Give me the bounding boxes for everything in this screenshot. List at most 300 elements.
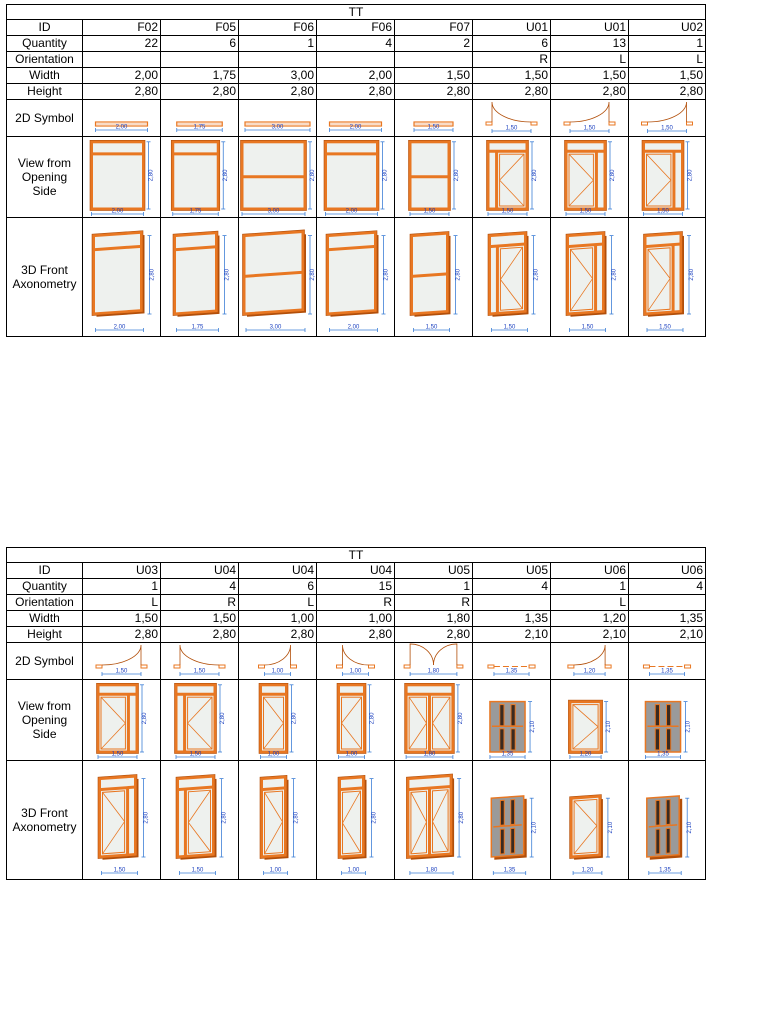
- dimension-label: 2,00: [115, 124, 128, 131]
- elevation-u03: [83, 680, 160, 760]
- dimension-label: 2,10: [607, 821, 614, 834]
- dimension-label: 1,50: [503, 324, 516, 331]
- dimension-label: 1,50: [189, 751, 202, 758]
- dimension-label: 2,80: [293, 811, 300, 824]
- grille-slot: [656, 800, 660, 825]
- dimension-label: 1,00: [347, 867, 360, 874]
- row-label-width: Width: [7, 611, 83, 627]
- dimension-label: 1,80: [427, 668, 440, 675]
- plan-symbol-u06: [551, 643, 628, 679]
- row-label-symbol: 2D Symbol: [7, 643, 83, 680]
- dimension-label: 1,35: [501, 751, 514, 758]
- window-frame: [326, 142, 378, 209]
- transom-bar: [262, 788, 286, 790]
- swing-arc: [434, 644, 457, 665]
- dimension-label: 2,80: [455, 268, 462, 281]
- cell-axo: [629, 761, 706, 880]
- axonometry-u05: [395, 761, 472, 879]
- dimension-label: 1,00: [345, 751, 358, 758]
- dimension-label: 2,80: [687, 169, 694, 182]
- dimension-label: 2,80: [459, 811, 466, 824]
- wall-stub: [486, 122, 492, 125]
- elevation-u02: [629, 137, 705, 217]
- cell-symbol: [551, 643, 629, 680]
- plan-symbol-u04: [239, 643, 316, 679]
- dimension-label: 2,80: [610, 169, 616, 182]
- skewed-unit: [176, 774, 217, 860]
- row-axo: [7, 218, 706, 337]
- wall-stub: [685, 665, 691, 668]
- dimension-label: 1,50: [579, 208, 592, 215]
- wall-stub: [642, 122, 648, 125]
- cell-axo: [83, 218, 161, 337]
- cell-axo: [551, 761, 629, 880]
- dimension-label: 2,80: [369, 712, 376, 725]
- cell-width: 1,00: [239, 611, 317, 627]
- cell-symbol: [83, 643, 161, 680]
- axonometry-f07: [395, 218, 472, 336]
- axonometry-u04: [161, 761, 238, 879]
- dimension-label: 1,20: [581, 867, 594, 874]
- cell-axo: [629, 218, 706, 337]
- window-frame: [92, 142, 144, 209]
- dimension-label: 2,80: [310, 268, 316, 281]
- wall-stub: [564, 122, 570, 125]
- cell-width: 1,50: [551, 68, 629, 84]
- row-label-quantity: Quantity: [7, 579, 83, 595]
- axonometry-f06: [317, 218, 394, 336]
- row-symbol: [7, 643, 706, 680]
- cell-id: F02: [83, 20, 161, 36]
- cell-id: U01: [473, 20, 551, 36]
- cell-id: U06: [629, 563, 706, 579]
- cell-height: 2,80: [239, 627, 317, 643]
- cell-quantity: 4: [629, 579, 706, 595]
- dimension-label: 1,00: [269, 867, 282, 874]
- row-label-orientation: Orientation: [7, 595, 83, 611]
- wall-stub: [457, 665, 463, 668]
- skewed-unit: [406, 774, 454, 860]
- cell-height: 2,10: [473, 627, 551, 643]
- dimension-label: 2,80: [149, 268, 156, 281]
- plan-symbol-f06: [317, 100, 394, 136]
- cell-symbol: [239, 643, 317, 680]
- cell-view: [473, 680, 551, 761]
- cell-width: 1,35: [473, 611, 551, 627]
- dimension-label: 2,80: [533, 268, 540, 281]
- dimension-label: 1,20: [583, 668, 596, 675]
- skewed-unit: [647, 796, 682, 860]
- dimension-label: 1,50: [581, 324, 594, 331]
- plan-symbol-u01: [473, 100, 550, 136]
- cell-axo: [161, 761, 239, 880]
- cell-id: U04: [161, 563, 239, 579]
- skewed-unit: [260, 775, 289, 860]
- transom-bar: [340, 788, 364, 790]
- dimension-label: 1,50: [423, 208, 436, 215]
- dimension-label: 1,35: [503, 867, 516, 874]
- grille-slot: [656, 829, 660, 854]
- row-axo: [7, 761, 706, 880]
- grille-slot: [667, 729, 671, 750]
- cell-width: 1,50: [395, 68, 473, 84]
- cell-axo: [473, 218, 551, 337]
- cell-quantity: 1: [239, 36, 317, 52]
- cell-view: [239, 137, 317, 218]
- cell-view: [83, 137, 161, 218]
- dimension-label: 2,10: [687, 821, 694, 834]
- plan-symbol-u05: [395, 643, 472, 679]
- cell-orientation: [239, 52, 317, 68]
- grille-slot: [655, 705, 659, 726]
- wall-stub: [174, 665, 180, 668]
- wall-stub: [404, 665, 410, 668]
- wall-stub: [605, 665, 611, 668]
- schedule-table-1: [6, 4, 706, 337]
- door-frame: [570, 702, 601, 752]
- dimension-label: 1,75: [193, 124, 206, 131]
- grille-slot: [655, 729, 659, 750]
- cell-quantity: 6: [161, 36, 239, 52]
- row-id: [7, 563, 706, 579]
- plan-symbol-f05: [161, 100, 238, 136]
- wall-stub: [531, 122, 537, 125]
- cell-view: [395, 680, 473, 761]
- dimension-label: 2,80: [221, 811, 228, 824]
- dimension-label: 3,00: [269, 324, 282, 331]
- grille-slot: [500, 829, 504, 854]
- dimension-label: 2,80: [371, 811, 378, 824]
- cell-view: [161, 137, 239, 218]
- cell-symbol: [551, 100, 629, 137]
- skewed-unit: [243, 230, 307, 317]
- cell-width: 2,00: [317, 68, 395, 84]
- cell-height: 2,80: [239, 84, 317, 100]
- axonometry-u01: [473, 218, 550, 336]
- elevation-f06: [317, 137, 394, 217]
- cell-height: 2,80: [317, 84, 395, 100]
- cell-height: 2,80: [161, 84, 239, 100]
- cell-orientation: [83, 52, 161, 68]
- plan-symbol-u04: [161, 643, 238, 679]
- wall-stub: [643, 665, 649, 668]
- dimension-label: 1,50: [425, 324, 438, 331]
- cell-quantity: 2: [395, 36, 473, 52]
- door-frame: [571, 796, 600, 857]
- cell-quantity: 1: [395, 579, 473, 595]
- cell-view: [629, 680, 706, 761]
- plan-symbol-u05: [473, 643, 550, 679]
- dimension-label: 1,50: [659, 324, 671, 331]
- cell-view: [551, 137, 629, 218]
- dimension-label: 2,80: [148, 169, 155, 182]
- row-id: [7, 20, 706, 36]
- dimension-label: 1,50: [583, 125, 596, 132]
- cell-symbol: [473, 643, 551, 680]
- dimension-label: 1,80: [423, 751, 436, 758]
- row-symbol: [7, 100, 706, 137]
- cell-orientation: L: [239, 595, 317, 611]
- grille-slot: [666, 800, 670, 825]
- dimension-label: 2,80: [689, 268, 695, 281]
- cell-orientation: R: [395, 595, 473, 611]
- wall-stub: [337, 665, 343, 668]
- plan-symbol-u02: [629, 100, 705, 136]
- skewed-unit: [173, 231, 220, 317]
- dimension-label: 2,80: [223, 169, 230, 182]
- cell-height: 2,10: [629, 627, 706, 643]
- dimension-label: 2,80: [220, 712, 226, 725]
- cell-height: 2,10: [551, 627, 629, 643]
- cell-width: 1,20: [551, 611, 629, 627]
- dimension-label: 2,80: [310, 169, 316, 182]
- axonometry-u02: [629, 218, 705, 336]
- swing-arc: [648, 102, 687, 122]
- cell-orientation: [395, 52, 473, 68]
- dimension-label: 3,00: [271, 124, 284, 131]
- elevation-u01: [551, 137, 628, 217]
- grille-slot: [666, 828, 670, 853]
- elevation-u04: [239, 680, 316, 760]
- skewed-unit: [566, 231, 607, 317]
- cell-id: F06: [317, 20, 395, 36]
- plan-symbol-u01: [551, 100, 628, 136]
- dimension-label: 2,80: [532, 169, 538, 182]
- cell-height: 2,80: [83, 84, 161, 100]
- cell-axo: [161, 218, 239, 337]
- wall-stub: [291, 665, 297, 668]
- cell-height: 2,80: [551, 84, 629, 100]
- cell-symbol: [239, 100, 317, 137]
- cell-width: 1,75: [161, 68, 239, 84]
- skewed-unit: [491, 796, 526, 860]
- cell-axo: [473, 761, 551, 880]
- dimension-label: 1,50: [193, 668, 206, 675]
- dimension-label: 2,80: [224, 268, 231, 281]
- cell-quantity: 1: [551, 579, 629, 595]
- cell-id: U06: [551, 563, 629, 579]
- dimension-label: 1,50: [657, 208, 669, 215]
- dimension-label: 1,50: [505, 125, 518, 132]
- elevation-f07: [395, 137, 472, 217]
- dimension-label: 2,80: [454, 169, 460, 182]
- cell-view: [629, 137, 706, 218]
- row-label-axo: 3D Front Axonometry: [7, 218, 83, 337]
- cell-axo: [83, 761, 161, 880]
- row-orientation: [7, 52, 706, 68]
- cell-symbol: [395, 643, 473, 680]
- table-title: TT: [7, 548, 706, 563]
- cell-axo: [395, 761, 473, 880]
- cell-id: F05: [161, 20, 239, 36]
- skewed-unit: [92, 231, 145, 318]
- dimension-label: 1,35: [661, 668, 673, 675]
- plan-symbol-u04: [317, 643, 394, 679]
- cell-symbol: [317, 643, 395, 680]
- grille-slot: [511, 729, 515, 750]
- cell-height: 2,80: [629, 84, 706, 100]
- wall-stub: [529, 665, 535, 668]
- cell-axo: [239, 761, 317, 880]
- cell-width: 1,00: [317, 611, 395, 627]
- cell-id: U03: [83, 563, 161, 579]
- cell-width: 1,50: [161, 611, 239, 627]
- cell-quantity: 1: [629, 36, 706, 52]
- row-label-axo: 3D Front Axonometry: [7, 761, 83, 880]
- swing-arc: [102, 645, 141, 665]
- grille-slot: [511, 800, 515, 825]
- axonometry-u04: [317, 761, 394, 879]
- cell-axo: [239, 218, 317, 337]
- dimension-label: 2,00: [345, 208, 358, 215]
- elevation-u01: [473, 137, 550, 217]
- cell-view: [161, 680, 239, 761]
- row-label-height: Height: [7, 627, 83, 643]
- cell-quantity: 1: [83, 579, 161, 595]
- dimension-label: 2,80: [143, 811, 150, 824]
- wall-stub: [687, 122, 693, 125]
- cell-id: U02: [629, 20, 706, 36]
- cell-orientation: L: [83, 595, 161, 611]
- dimension-label: 1,50: [115, 668, 128, 675]
- wall-stub: [369, 665, 375, 668]
- dimension-label: 1,50: [427, 124, 440, 131]
- grille-slot: [511, 705, 515, 726]
- plan-symbol-f07: [395, 100, 472, 136]
- row-orientation: [7, 595, 706, 611]
- row-height: [7, 627, 706, 643]
- dimension-label: 2,10: [685, 720, 692, 733]
- dimension-label: 1,75: [191, 324, 204, 331]
- window-frame: [175, 233, 217, 314]
- axonometry-f05: [161, 218, 238, 336]
- elevation-u06: [629, 680, 705, 760]
- dimension-label: 2,10: [606, 720, 613, 733]
- grille-slot: [511, 828, 515, 853]
- cell-view: [317, 137, 395, 218]
- plan-symbol-u06: [629, 643, 705, 679]
- cell-width: 3,00: [239, 68, 317, 84]
- cell-orientation: [161, 52, 239, 68]
- cell-symbol: [629, 100, 706, 137]
- skewed-unit: [338, 775, 367, 860]
- grille-slot: [500, 729, 504, 750]
- cell-width: 1,50: [629, 68, 706, 84]
- schedule-table-2: [6, 547, 706, 880]
- dimension-label: 2,10: [531, 821, 538, 834]
- row-quantity: [7, 36, 706, 52]
- cell-width: 1,50: [83, 611, 161, 627]
- cell-id: U04: [317, 563, 395, 579]
- grille-slot: [500, 705, 504, 726]
- row-height: [7, 84, 706, 100]
- skewed-unit: [98, 774, 139, 860]
- dimension-label: 1,50: [111, 751, 124, 758]
- dimension-label: 2,80: [142, 712, 148, 725]
- cell-height: 2,80: [317, 627, 395, 643]
- wall-stub: [488, 665, 494, 668]
- cell-id: F07: [395, 20, 473, 36]
- dimension-label: 1,00: [267, 751, 280, 758]
- dimension-label: 2,80: [291, 712, 298, 725]
- cell-view: [239, 680, 317, 761]
- swing-arc: [265, 645, 291, 665]
- dimension-label: 2,80: [382, 169, 389, 182]
- dimension-label: 3,00: [267, 208, 280, 215]
- row-label-view: View from Opening Side: [7, 137, 83, 218]
- dimension-label: 1,50: [501, 208, 514, 215]
- axonometry-f06: [239, 218, 316, 336]
- axonometry-u05: [473, 761, 550, 879]
- skewed-unit: [488, 231, 529, 317]
- cell-symbol: [395, 100, 473, 137]
- cell-view: [473, 137, 551, 218]
- dimension-label: 1,35: [659, 867, 671, 874]
- window-frame: [328, 232, 376, 314]
- elevation-u05: [395, 680, 472, 760]
- dimension-label: 1,35: [657, 751, 669, 758]
- cell-id: U05: [395, 563, 473, 579]
- cell-height: 2,80: [473, 84, 551, 100]
- dimension-label: 2,00: [111, 208, 124, 215]
- axonometry-u01: [551, 218, 628, 336]
- elevation-u06: [551, 680, 628, 760]
- cell-quantity: 4: [161, 579, 239, 595]
- cell-symbol: [473, 100, 551, 137]
- cell-axo: [395, 218, 473, 337]
- cell-orientation: L: [629, 52, 706, 68]
- cell-symbol: [161, 100, 239, 137]
- dimension-label: 1,50: [661, 125, 673, 132]
- elevation-f02: [83, 137, 160, 217]
- cell-width: 2,00: [83, 68, 161, 84]
- axonometry-u04: [239, 761, 316, 879]
- cell-orientation: [629, 595, 706, 611]
- cell-id: U05: [473, 563, 551, 579]
- dimension-label: 2,80: [383, 268, 390, 281]
- window-frame: [94, 232, 142, 314]
- table-title: TT: [7, 5, 706, 20]
- dimension-label: 1,50: [113, 867, 126, 874]
- dimension-label: 1,75: [189, 208, 202, 215]
- dimension-label: 1,00: [349, 668, 362, 675]
- axonometry-u03: [83, 761, 160, 879]
- dimension-label: 2,00: [349, 124, 362, 131]
- dimension-label: 1,80: [425, 867, 438, 874]
- wall-stub: [568, 665, 574, 668]
- dimension-label: 1,00: [271, 668, 284, 675]
- elevation-u04: [161, 680, 238, 760]
- row-width: [7, 68, 706, 84]
- dimension-label: 2,80: [611, 268, 618, 281]
- row-label-id: ID: [7, 563, 83, 579]
- row-label-id: ID: [7, 20, 83, 36]
- skewed-unit: [410, 231, 451, 317]
- cell-symbol: [83, 100, 161, 137]
- elevation-u05: [473, 680, 550, 760]
- row-width: [7, 611, 706, 627]
- cell-axo: [317, 218, 395, 337]
- cell-orientation: [473, 595, 551, 611]
- cell-symbol: [161, 643, 239, 680]
- cell-symbol: [317, 100, 395, 137]
- cell-quantity: 15: [317, 579, 395, 595]
- elevation-f06: [239, 137, 316, 217]
- cell-axo: [551, 218, 629, 337]
- cell-orientation: R: [317, 595, 395, 611]
- cell-quantity: 4: [473, 579, 551, 595]
- row-view: [7, 680, 706, 761]
